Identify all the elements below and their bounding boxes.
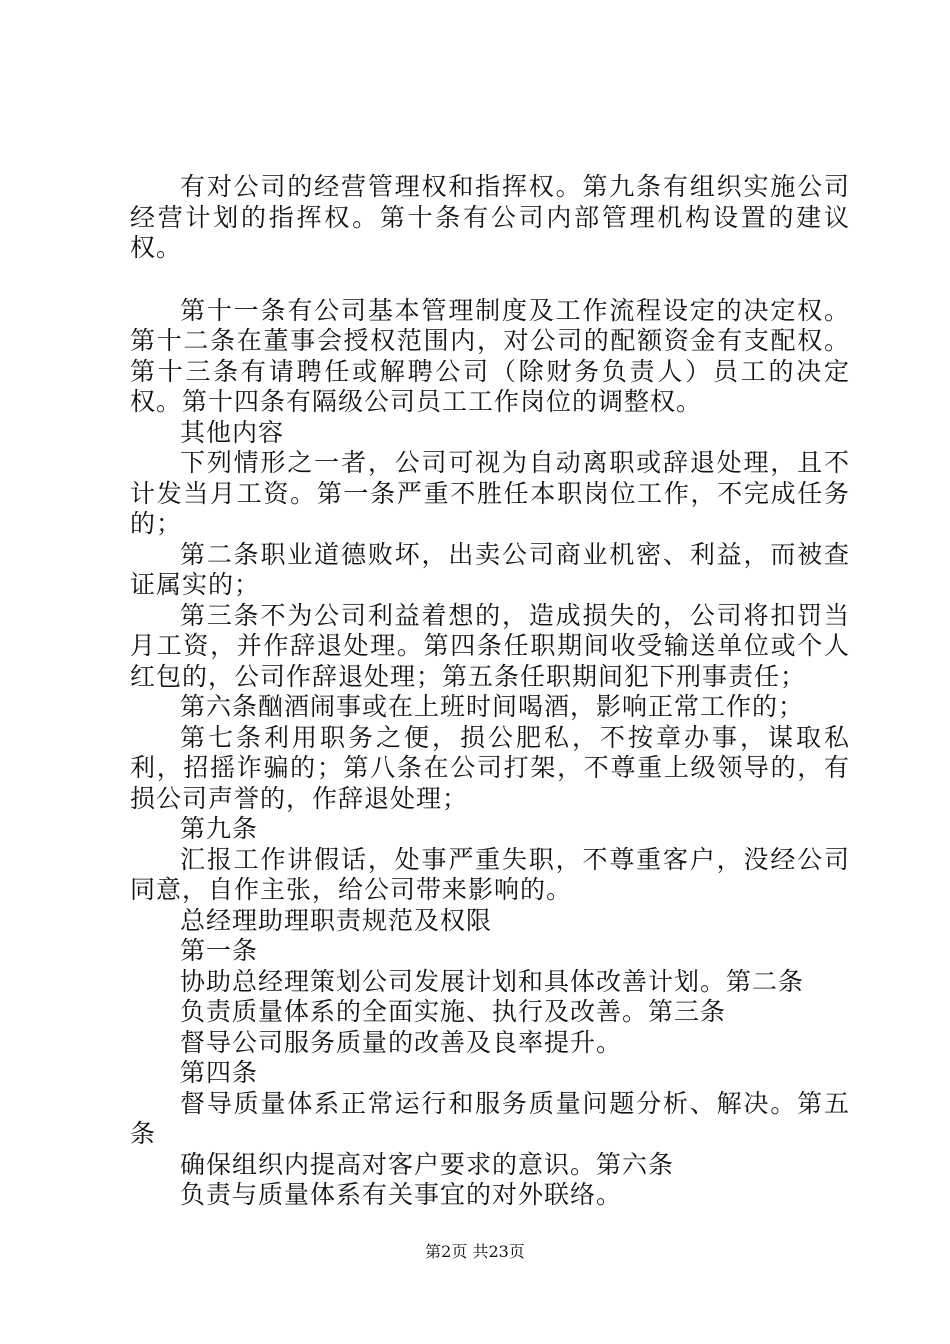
paragraph: 汇报工作讲假话，处事严重失职，不尊重客户，没经公司同意，自作主张，给公司带来影响的。: [130, 844, 850, 904]
paragraph: 第七条利用职务之便，损公肥私，不按章办事，谋取私利，招摇诈骗的；第八条在公司打架，不尊重上级领导的，有损公司声誉的，作辞退处理；: [130, 722, 850, 813]
paragraph: 督导质量体系正常运行和服务质量问题分析、解决。第五条: [130, 1088, 850, 1148]
page-footer: 第2页 共23页: [425, 1242, 525, 1261]
paragraph: 下列情形之一者，公司可视为自动离职或辞退处理，且不计发当月工资。第一条严重不胜任本职岗位工作，不完成任务的；: [130, 448, 850, 538]
article-heading: 第九条: [180, 814, 259, 843]
paragraph-gap: [130, 264, 850, 296]
article-heading: 第四条: [180, 1058, 259, 1087]
paragraph: 确保组织内提高对客户要求的意识。第六条: [180, 1149, 675, 1179]
section-heading: 其他内容: [180, 417, 285, 447]
paragraph: 第二条职业道德败坏，出卖公司商业机密、利益，而被查证属实的；: [130, 539, 850, 599]
document-body: [130, 172, 850, 1211]
paragraph: 有对公司的经营管理权和指挥权。第九条有组织实施公司经营计划的指挥权。第十条有公司内部管理机构设置的建议权。: [130, 172, 850, 262]
section-heading: 总经理助理职责规范及权限: [180, 905, 493, 935]
paragraph: 第六条酗酒闹事或在上班时间喝酒，影响正常工作的；: [180, 692, 805, 721]
paragraph: 第三条不为公司利益着想的，造成损失的，公司将扣罚当月工资，并作辞退处理。第四条任职期间收受输送单位或个人红包的，公司作辞退处理；第五条任职期间犯下刑事责任；: [130, 600, 850, 691]
paragraph: 协助总经理策划公司发展计划和具体改善计划。第二条: [180, 966, 805, 996]
paragraph: 第十一条有公司基本管理制度及工作流程设定的决定权。第十二条在董事会授权范围内，对公司的配额资金有支配权。第十三条有请聘任或解聘公司（除财务负责人）员工的决定权。第十四条有隔级公司员工工作岗位的调整权。: [130, 295, 850, 416]
paragraph: 负责质量体系的全面实施、执行及改善。第三条: [180, 997, 727, 1026]
paragraph: 负责与质量体系有关事宜的对外联络。: [180, 1180, 623, 1209]
article-heading: 第一条: [180, 936, 259, 965]
paragraph: 督导公司服务质量的改善及良率提升。: [180, 1027, 623, 1057]
